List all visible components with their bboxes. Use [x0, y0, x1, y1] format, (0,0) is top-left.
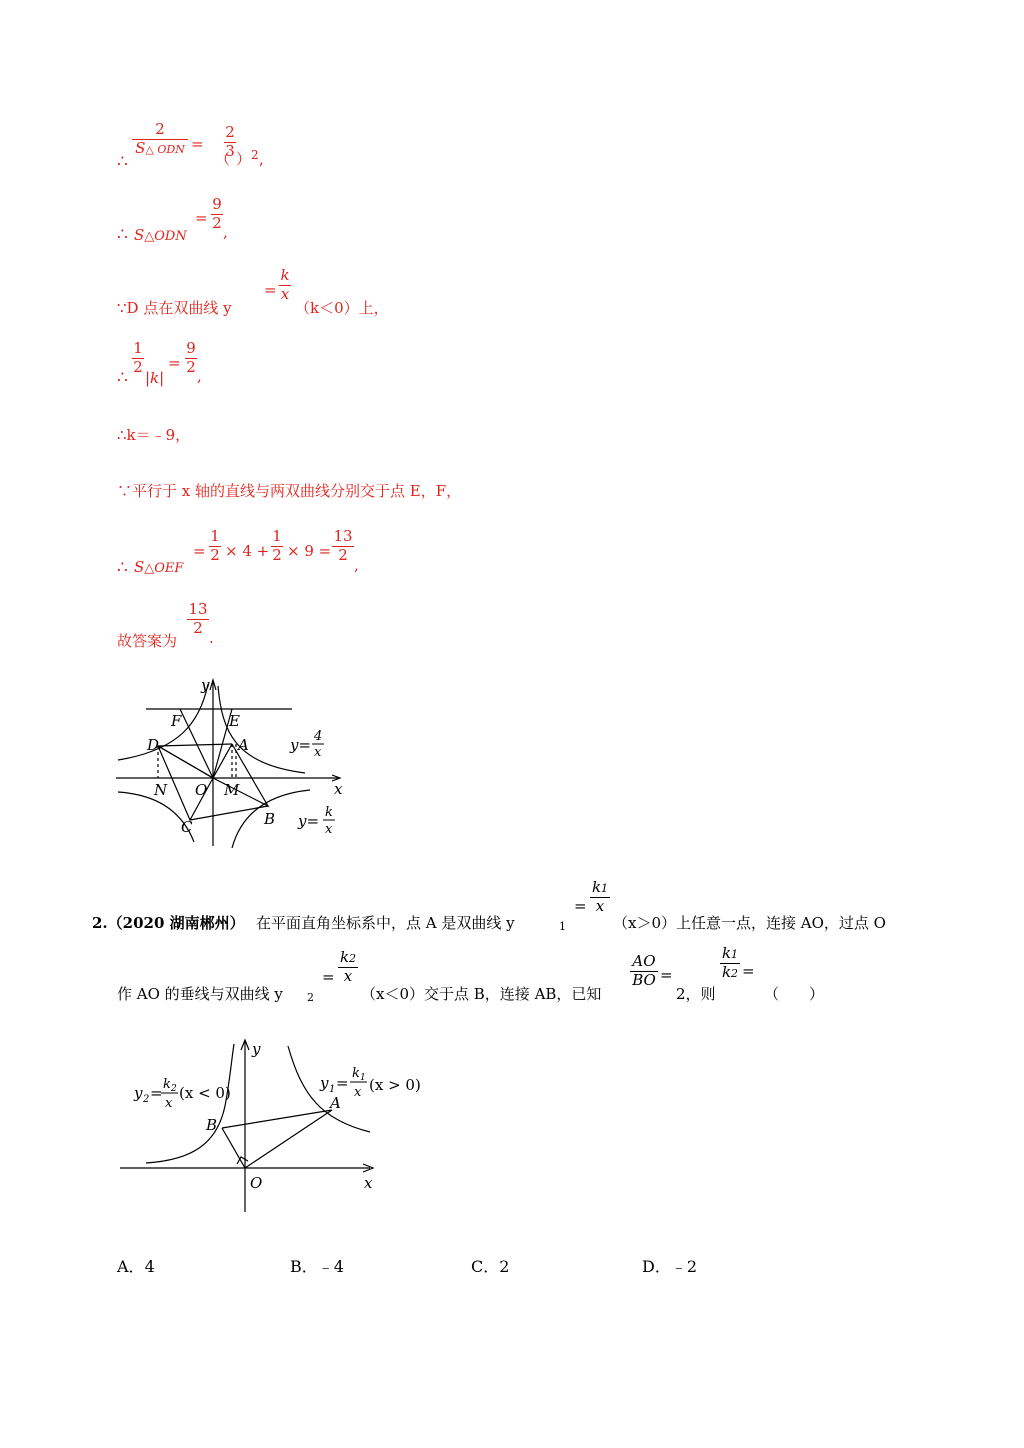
question-number [92, 912, 245, 933]
denominator: 2 [186, 357, 196, 376]
therefore-symbol: ∴ [117, 368, 128, 388]
denominator: 2 [212, 213, 222, 232]
paren-open: （ [215, 150, 231, 168]
label-m: M [224, 781, 240, 799]
s-letter: S [134, 558, 145, 576]
numerator: 13 [188, 600, 208, 618]
denominator: x [280, 284, 290, 303]
fraction-13-over-2 [332, 529, 354, 564]
denominator: 2 [272, 545, 282, 564]
s-sub: △ODN [144, 229, 187, 244]
denominator: 2 [210, 545, 220, 564]
label-y2: y [134, 1084, 143, 1102]
numerator: 1 [272, 527, 282, 545]
label-y: y [252, 1040, 261, 1058]
term-times-9: × 9 = [287, 542, 332, 560]
paren-close: ） [236, 150, 252, 168]
label-y1: y [320, 1074, 329, 1092]
option-value: 4 [144, 1257, 155, 1276]
equals: = [574, 897, 587, 915]
equals: = [264, 281, 277, 299]
term-times-4: × 4 + [225, 542, 270, 560]
option-label: D． [642, 1257, 671, 1276]
numerator: 2 [225, 123, 235, 141]
numerator: 9 [212, 195, 222, 213]
question-line-1: 在平面直角坐标系中，点 A 是双曲线 y [256, 914, 515, 932]
question-line-2b: （x＜0）交于点 B，连接 AB，已知 [361, 985, 602, 1003]
label-y-eq-1: y= [290, 736, 312, 754]
answer-line: 故答案为 [117, 632, 178, 650]
s-sub: △OEF [144, 561, 184, 576]
option-b[interactable] [290, 1254, 344, 1277]
figure-1-hyperbola-diagram [110, 672, 350, 850]
equals: = [322, 968, 335, 986]
denominator: 2 [193, 618, 203, 637]
label-o: O [195, 781, 208, 799]
fraction-9-over-2 [211, 197, 223, 232]
x-den: x [343, 966, 353, 985]
option-a[interactable] [117, 1254, 155, 1277]
label-k2: k [163, 1077, 171, 1092]
numerator: AO [632, 952, 656, 970]
option-value: ﹣2 [670, 1257, 698, 1276]
equals: = [193, 542, 206, 560]
k-sub: 2 [731, 966, 739, 980]
comma: , [354, 556, 359, 574]
fraction-k1-over-k2 [720, 946, 740, 981]
comma: , [197, 367, 202, 385]
label-b: B [264, 810, 276, 828]
question-line-1b: （x＞0）上任意一点，连接 AO，过点 O [613, 914, 886, 932]
parallel-line-statement: ∵平行于 x 轴的直线与两双曲线分别交于点 E，F， [117, 482, 462, 500]
fraction-2-over-s-odn [132, 122, 188, 157]
label-cond1: (x > 0) [369, 1076, 421, 1094]
fraction-13-over-2 [187, 602, 209, 637]
label-n: N [154, 781, 168, 799]
numerator: 9 [186, 339, 196, 357]
equals: = [660, 966, 673, 984]
label-o: O [250, 1174, 263, 1192]
k-value-line: ∴k＝﹣9， [117, 426, 191, 444]
label-eq: = [336, 1074, 349, 1092]
k-letter: k [721, 962, 732, 981]
comma: , [223, 223, 228, 241]
k-sub: 1 [731, 948, 739, 961]
condition: （k＜0）上， [295, 299, 389, 317]
equals: = [742, 962, 755, 980]
k-sub: 2 [349, 952, 357, 965]
label-cond2: (x < 0) [179, 1084, 231, 1102]
fraction-2-over-3 [224, 125, 236, 160]
segment-cb [190, 806, 268, 820]
figure-2-hyperbola-diagram [112, 1036, 432, 1216]
denominator: 2 [133, 357, 143, 376]
label-k: k [325, 805, 333, 820]
fraction-1-over-2 [132, 341, 144, 376]
numerator: 2 [155, 120, 165, 138]
numerator: 1 [133, 339, 143, 357]
option-c[interactable] [471, 1254, 509, 1277]
label-a: A [238, 736, 249, 754]
denominator: BO [632, 970, 656, 989]
segment-fo [180, 709, 213, 778]
option-value: 2 [499, 1257, 510, 1276]
curve-y2 [146, 1044, 234, 1163]
q-source: （2020 湖南郴州） [107, 914, 245, 932]
label-d: D [147, 736, 160, 754]
denominator: 3 [225, 141, 235, 160]
label-k1: k [352, 1066, 360, 1081]
triangle-aob [222, 1110, 332, 1168]
denominator-sub: △ ODN [145, 142, 185, 156]
power: 2 [251, 148, 259, 162]
comma: , [259, 150, 264, 168]
k-letter: k [591, 878, 602, 896]
equals: = [191, 135, 204, 153]
label-k2-sub: 2 [171, 1084, 177, 1094]
area-symbol [134, 226, 187, 244]
y2-sub: 2 [307, 991, 314, 1004]
line-d-on-hyperbola: ∵D 点在双曲线 y [117, 299, 232, 317]
denominator: 2 [338, 545, 348, 564]
option-label: C． [471, 1257, 500, 1276]
label-y-eq-2: y= [298, 812, 320, 830]
question-line-2: 作 AO 的垂线与双曲线 y [117, 985, 283, 1003]
label-4: 4 [314, 729, 323, 744]
fraction-1-over-2 [209, 529, 221, 564]
label-y: y [201, 676, 210, 694]
answer-blank: （ ） [764, 985, 825, 1003]
numerator: k [280, 266, 290, 284]
option-d[interactable] [642, 1254, 697, 1277]
label-x: x [334, 780, 343, 798]
label-x1: x [354, 1085, 362, 1100]
abs-k: |k| [145, 369, 165, 387]
label-y1-sub: 1 [329, 1084, 336, 1095]
option-label: A． [117, 1257, 145, 1276]
label-e: E [229, 712, 240, 730]
fraction-k-over-x [279, 268, 291, 303]
numerator: 13 [333, 527, 353, 545]
label-a: A [330, 1094, 341, 1112]
label-c: C [181, 818, 193, 836]
label-x-den-2: x [325, 822, 333, 837]
equals: = [168, 354, 181, 372]
k-sub: 1 [601, 882, 609, 895]
period: . [209, 629, 214, 647]
label-y2-sub: 2 [143, 1094, 150, 1105]
numerator: 1 [210, 527, 220, 545]
option-value: ﹣4 [317, 1257, 344, 1276]
fraction-1-over-2 [271, 529, 283, 564]
label-x: x [364, 1174, 373, 1192]
therefore-symbol: ∴ [117, 558, 128, 578]
segment-da [158, 744, 232, 746]
label-eq: = [150, 1084, 163, 1102]
fraction-k2-over-x [338, 950, 358, 985]
x-den: x [595, 896, 605, 915]
area-symbol-oef [134, 558, 183, 576]
option-label: B． [290, 1257, 318, 1276]
q-num: 2. [92, 914, 108, 932]
therefore-symbol: ∴ [117, 152, 128, 172]
fraction-k1-over-x [590, 880, 610, 915]
fraction-ao-over-bo [630, 954, 658, 989]
denominator: S [135, 138, 146, 157]
therefore-symbol: ∴ [117, 225, 128, 245]
fraction-9-over-2 [185, 341, 197, 376]
y1-sub: 1 [559, 920, 566, 933]
k-letter: k [339, 948, 350, 966]
label-k1-sub: 1 [360, 1073, 366, 1083]
label-x2: x [165, 1096, 173, 1111]
label-b: B [206, 1116, 218, 1134]
question-line-2c: 2，则 [676, 985, 716, 1003]
label-x-den-1: x [314, 745, 322, 760]
s-letter: S [134, 226, 145, 244]
equals: = [195, 209, 208, 227]
label-f: F [171, 712, 182, 730]
k-letter: k [721, 944, 732, 962]
